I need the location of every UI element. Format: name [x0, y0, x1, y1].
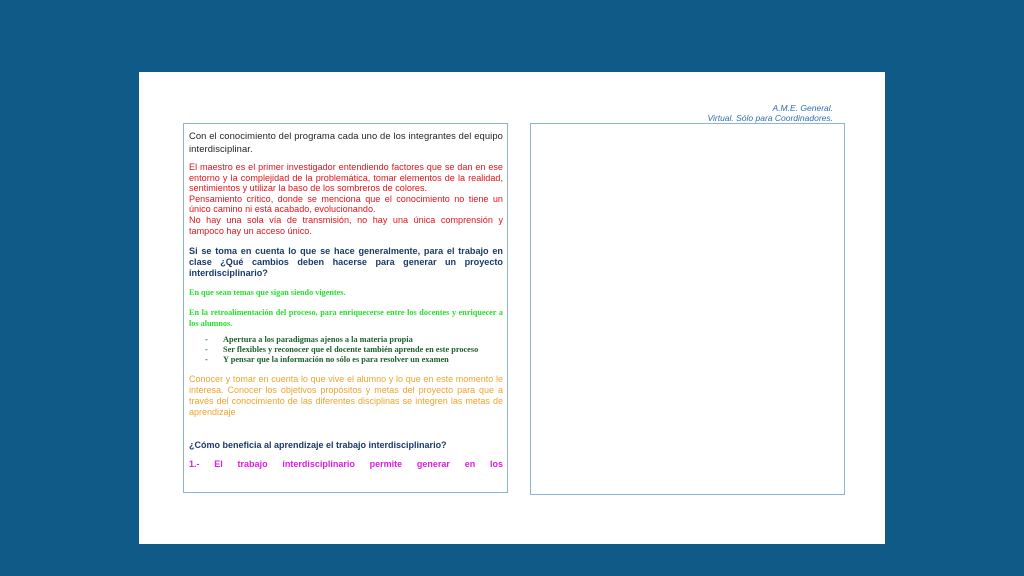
bullet-marker: -	[205, 335, 208, 345]
intro-paragraph: Con el conocimiento del programa cada uno de los integrantes del equipo interdisciplinar.	[189, 130, 503, 154]
bullet-marker: -	[205, 344, 208, 354]
orange-paragraph: Conocer y tomar en cuenta lo que vive el alumno y lo que en este momento le interesa. Conocer los objetivos propósitos y metas del proyecto para que a través del conocimiento de las diferentes disciplinas se integren las metas de aprendizaje	[189, 374, 503, 417]
right-empty-box	[530, 123, 845, 495]
list-item	[189, 355, 503, 365]
list-item	[189, 345, 503, 355]
green-paragraph-1: En que sean temas que sigan siendo vigentes.	[189, 287, 346, 297]
question-2: ¿Cómo beneficia al aprendizaje el trabajo interdisciplinario?	[189, 439, 447, 450]
header-line-2: Virtual. Sólo para Coordinadores.	[707, 112, 833, 123]
page-header	[707, 104, 833, 123]
bullet-marker: -	[205, 354, 208, 364]
red-paragraph-3: No hay una sola vía de transmisión, no hay una única comprensión y tampoco hay un acceso único.	[189, 214, 503, 236]
question-1: Si se toma en cuenta lo que se hace generalmente, para el trabajo en clase ¿Qué cambios deben hacerse para generar un proyecto interdisciplinario?	[189, 246, 503, 278]
left-text-box	[183, 123, 508, 493]
red-paragraph-2: Pensamiento crítico, donde se menciona que el conocimiento no tiene un único camino ni está acabado, evolucionando.	[189, 193, 503, 215]
list-item-text: Apertura a los paradigmas ajenos a la materia propia	[223, 335, 413, 345]
document-page	[139, 72, 885, 544]
answer-start: 1.- El trabajo interdisciplinario permite generar en los	[189, 458, 503, 469]
list-item	[189, 335, 503, 345]
list-item-text: Ser flexibles y reconocer que el docente también aprende en este proceso	[223, 344, 479, 354]
red-paragraph-1: El maestro es el primer investigador entendiendo factores que se dan en ese entorno y la complejidad de la problemática, tomar elementos de la realidad, sentimientos y utilizar la baso de los sombreros de colores.	[189, 162, 503, 194]
green-paragraph-2: En la retroalimentación del proceso, para enriquecerse entre los docentes y enriquecer a los alumnos.	[189, 308, 503, 328]
bullet-list	[189, 335, 503, 364]
header-line-1: A.M.E. General.	[772, 103, 833, 113]
list-item-text: Y pensar que la información no sólo es para resolver un examen	[223, 354, 449, 364]
